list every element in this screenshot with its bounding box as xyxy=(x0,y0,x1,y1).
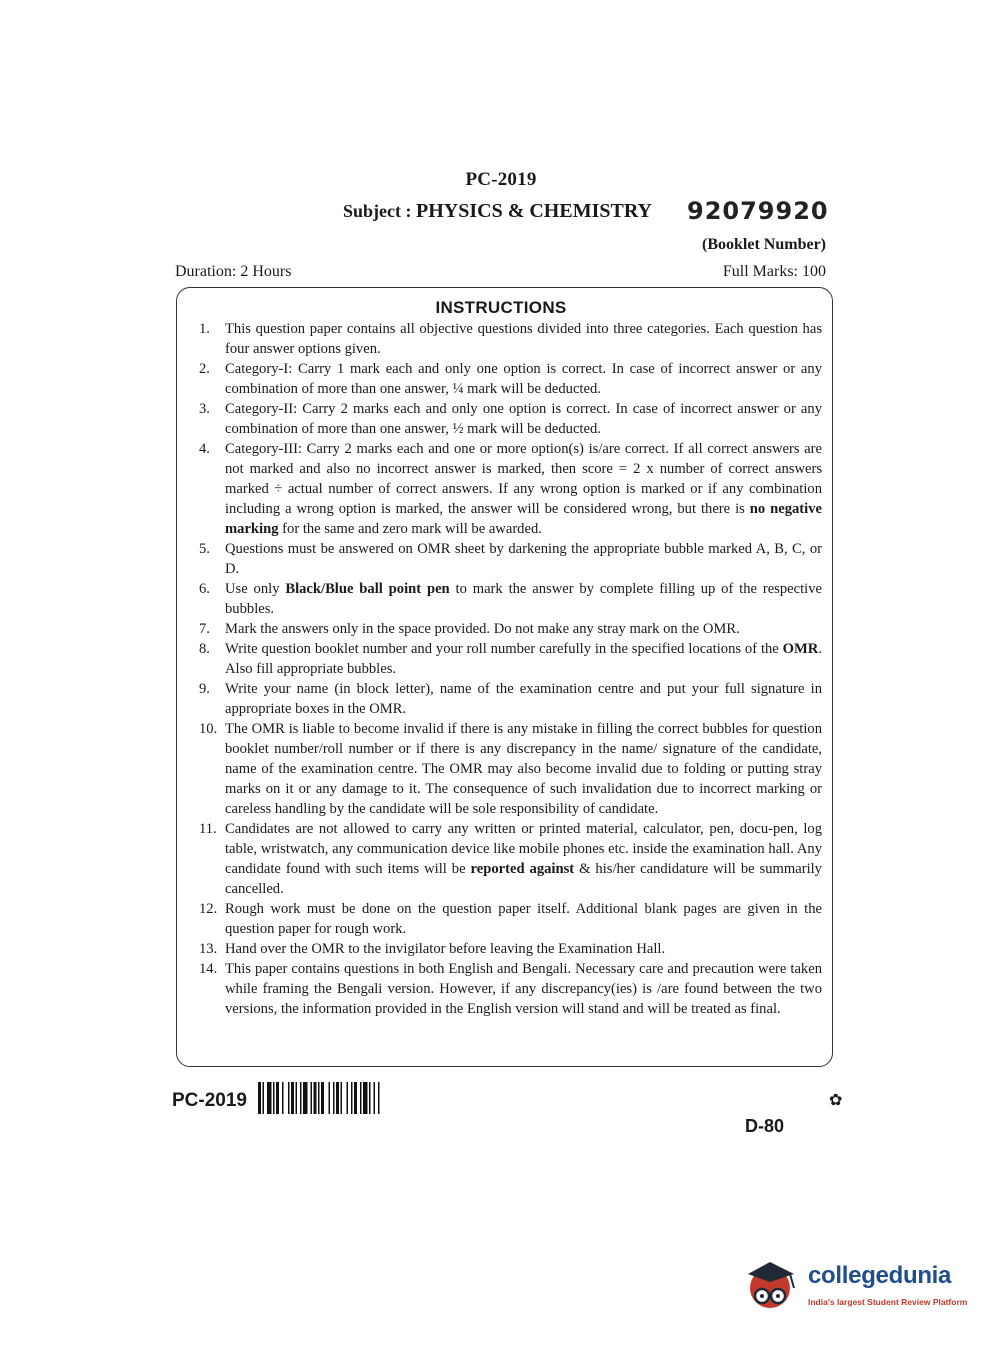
instruction-text-part: Candidates are not allowed to carry any written or printed material, calculator, pen, docu-pen, log table, wristwatch, any communication device like mobile phones etc. inside the examination hall. Any candidate found with such items will be xyxy=(225,821,822,877)
instruction-text xyxy=(223,719,822,819)
barcode-bar xyxy=(333,1082,335,1114)
instruction-number xyxy=(186,319,223,359)
instruction-text-part: Category-I: Carry 1 mark each and only one option is correct. In case of incorrect answer or any combination of more than one answer, ¼ mark will be deducted. xyxy=(225,361,822,397)
duration: Duration: 2 Hours xyxy=(175,263,292,280)
barcode-bar xyxy=(258,1082,261,1114)
instruction-item xyxy=(186,679,822,719)
barcode-bar xyxy=(378,1082,380,1114)
instruction-text-part: Category-II: Carry 2 marks each and only one option is correct. In case of incorrect answer or any combination of more than one answer, ½ mark will be deducted. xyxy=(225,401,822,437)
barcode-bar xyxy=(351,1082,353,1114)
instruction-text xyxy=(223,679,822,719)
barcode-bar xyxy=(291,1082,294,1114)
barcode-bar xyxy=(347,1082,349,1114)
instruction-number-text: 6. xyxy=(199,581,210,597)
instruction-item xyxy=(186,939,822,959)
barcode-bar xyxy=(282,1082,284,1114)
barcode-bar xyxy=(303,1082,308,1114)
instruction-text-part: This question paper contains all objective questions divided into three categories. Each question has four answer options given. xyxy=(225,321,822,357)
subject-line xyxy=(343,200,652,223)
barcode-bar xyxy=(374,1082,376,1114)
instruction-number xyxy=(186,619,223,639)
instruction-number-text: 3. xyxy=(199,401,210,417)
instruction-text-part: for the same and zero mark will be awarded. xyxy=(278,521,542,537)
instruction-number xyxy=(186,679,223,719)
instruction-text xyxy=(223,959,822,1019)
instruction-item xyxy=(186,319,822,359)
instruction-text-part: Hand over the OMR to the invigilator before leaving the Examination Hall. xyxy=(225,941,666,957)
barcode-bar xyxy=(318,1082,320,1114)
instruction-text-part: to mark the answer by complete filling up of the respective bubbles. xyxy=(225,581,822,617)
instruction-number xyxy=(186,579,223,619)
instruction-text-part: . Also fill appropriate bubbles. xyxy=(225,641,822,677)
instruction-item xyxy=(186,899,822,939)
barcode-bar xyxy=(267,1082,272,1114)
instruction-item xyxy=(186,959,822,1019)
barcode-bar xyxy=(296,1082,298,1114)
instruction-number xyxy=(186,939,223,959)
instruction-number xyxy=(186,719,223,819)
instruction-item xyxy=(186,719,822,819)
barcode-bar xyxy=(341,1082,343,1114)
instruction-number xyxy=(186,439,223,539)
instruction-text xyxy=(223,639,822,679)
barcode-bar xyxy=(263,1082,265,1114)
instruction-text xyxy=(223,319,822,359)
instruction-number-text: 11. xyxy=(199,821,217,837)
instruction-item xyxy=(186,439,822,539)
instruction-text-part: & his/her candidature will be summarily cancelled. xyxy=(225,861,822,897)
instruction-text-part: Questions must be answered on OMR sheet by darkening the appropriate bubble marked A, B, C, or D. xyxy=(225,541,822,577)
subject-label: Subject : xyxy=(343,201,412,221)
instruction-text-part: Write question booklet number and your roll number carefully in the specified locations of the xyxy=(225,641,783,657)
barcode xyxy=(258,1082,434,1114)
instruction-number xyxy=(186,399,223,439)
subject-name: PHYSICS & CHEMISTRY xyxy=(416,200,652,222)
paper-code-title: PC-2019 xyxy=(465,169,537,190)
barcode-bar xyxy=(329,1082,331,1114)
footer-paper-code: PC-2019 xyxy=(172,1090,247,1111)
instruction-number-text: 12. xyxy=(199,901,218,917)
instruction-number xyxy=(186,819,223,899)
instruction-number-text: 7. xyxy=(199,621,210,637)
instruction-text xyxy=(223,439,822,539)
instruction-number xyxy=(186,899,223,939)
brand-name: collegedunia xyxy=(808,1262,952,1289)
instruction-number-text: 1. xyxy=(199,321,210,337)
instruction-text-part: This paper contains questions in both English and Bengali. Necessary care and precaution were taken while framing the Bengali version. However, if any discrepancy(ies) is /are found between the two versions, the information provided in the English version will stand and will be treated as final. xyxy=(225,961,822,1017)
instruction-text xyxy=(223,359,822,399)
instruction-text xyxy=(223,579,822,619)
instruction-text-part: Write your name (in block letter), name of the examination centre and put your full signature in appropriate boxes in the OMR. xyxy=(225,681,822,717)
instruction-emphasis: OMR xyxy=(782,641,819,657)
brand-tagline: India's largest Student Review Platform xyxy=(808,1297,968,1307)
barcode-bar xyxy=(360,1082,362,1114)
instruction-item xyxy=(186,579,822,619)
instruction-number-text: 10. xyxy=(199,721,218,737)
barcode-bar xyxy=(363,1082,368,1114)
instruction-text xyxy=(223,939,822,959)
instruction-emphasis: reported against xyxy=(470,861,575,877)
page-code: D-80 xyxy=(745,1116,785,1136)
booklet-number: 92079920 xyxy=(687,197,829,225)
barcode-bar xyxy=(276,1082,279,1114)
instruction-number xyxy=(186,959,223,1019)
instruction-number-text: 5. xyxy=(199,541,210,557)
instruction-item xyxy=(186,399,822,439)
instruction-number xyxy=(186,539,223,579)
instruction-emphasis: no negative marking xyxy=(225,501,822,537)
instruction-number-text: 8. xyxy=(199,641,210,657)
barcode-bar xyxy=(369,1082,371,1114)
instruction-text-part: Use only xyxy=(225,581,286,597)
instruction-text xyxy=(223,539,822,579)
instruction-item xyxy=(186,619,822,639)
instruction-text-part: Mark the answers only in the space provided. Do not make any stray mark on the OMR. xyxy=(225,621,740,637)
instructions-list xyxy=(186,319,822,1019)
flower-icon: ✿ xyxy=(829,1090,843,1109)
instruction-text-part: Category-III: Carry 2 marks each and one or more option(s) is/are correct. If all correct answers are not marked and also no incorrect answer is marked, then score = 2 x number of correct answers marked ÷ actual number of correct answers. If any wrong option is marked or if any combination including a wrong option is marked, the answer will be considered wrong, but there is xyxy=(225,441,822,517)
instruction-text xyxy=(223,899,822,939)
instruction-text xyxy=(223,399,822,439)
instruction-item xyxy=(186,359,822,399)
instruction-number-text: 9. xyxy=(199,681,210,697)
barcode-bar xyxy=(288,1082,290,1114)
instruction-number-text: 4. xyxy=(199,441,210,457)
instruction-number xyxy=(186,639,223,679)
instruction-text xyxy=(223,819,822,899)
barcode-bar xyxy=(273,1082,275,1114)
instructions-title: INSTRUCTIONS xyxy=(435,298,567,317)
instruction-emphasis: Black/Blue ball point pen xyxy=(285,581,450,597)
barcode-bar xyxy=(311,1082,313,1114)
barcode-bar xyxy=(321,1082,324,1114)
instruction-number-text: 14. xyxy=(199,961,218,977)
instruction-text-part: The OMR is liable to become invalid if there is any mistake in filling the correct bubbles for question booklet number/roll number or if there is any discrepancy in the name/ signature of the candidate, name of the examination centre. The OMR may also become invalid due to folding or putting stray marks on it or any damage to it. The consequence of such invalidation due to incorrect marking or careless handling by the candidate will be sole responsibility of candidate. xyxy=(225,721,822,817)
instruction-number xyxy=(186,359,223,399)
instruction-number-text: 2. xyxy=(199,361,210,377)
barcode-bar xyxy=(336,1082,339,1114)
instruction-number-text: 13. xyxy=(199,941,218,957)
full-marks: Full Marks: 100 xyxy=(722,263,826,280)
barcode-bar xyxy=(314,1082,317,1114)
instruction-item xyxy=(186,819,822,899)
booklet-number-label: (Booklet Number) xyxy=(702,236,826,253)
instruction-item xyxy=(186,639,822,679)
instruction-text-part: Rough work must be done on the question paper itself. Additional blank pages are given in the question paper for rough work. xyxy=(225,901,822,937)
instruction-item xyxy=(186,539,822,579)
barcode-bar xyxy=(300,1082,302,1114)
barcode-bar xyxy=(354,1082,357,1114)
instruction-text xyxy=(223,619,822,639)
